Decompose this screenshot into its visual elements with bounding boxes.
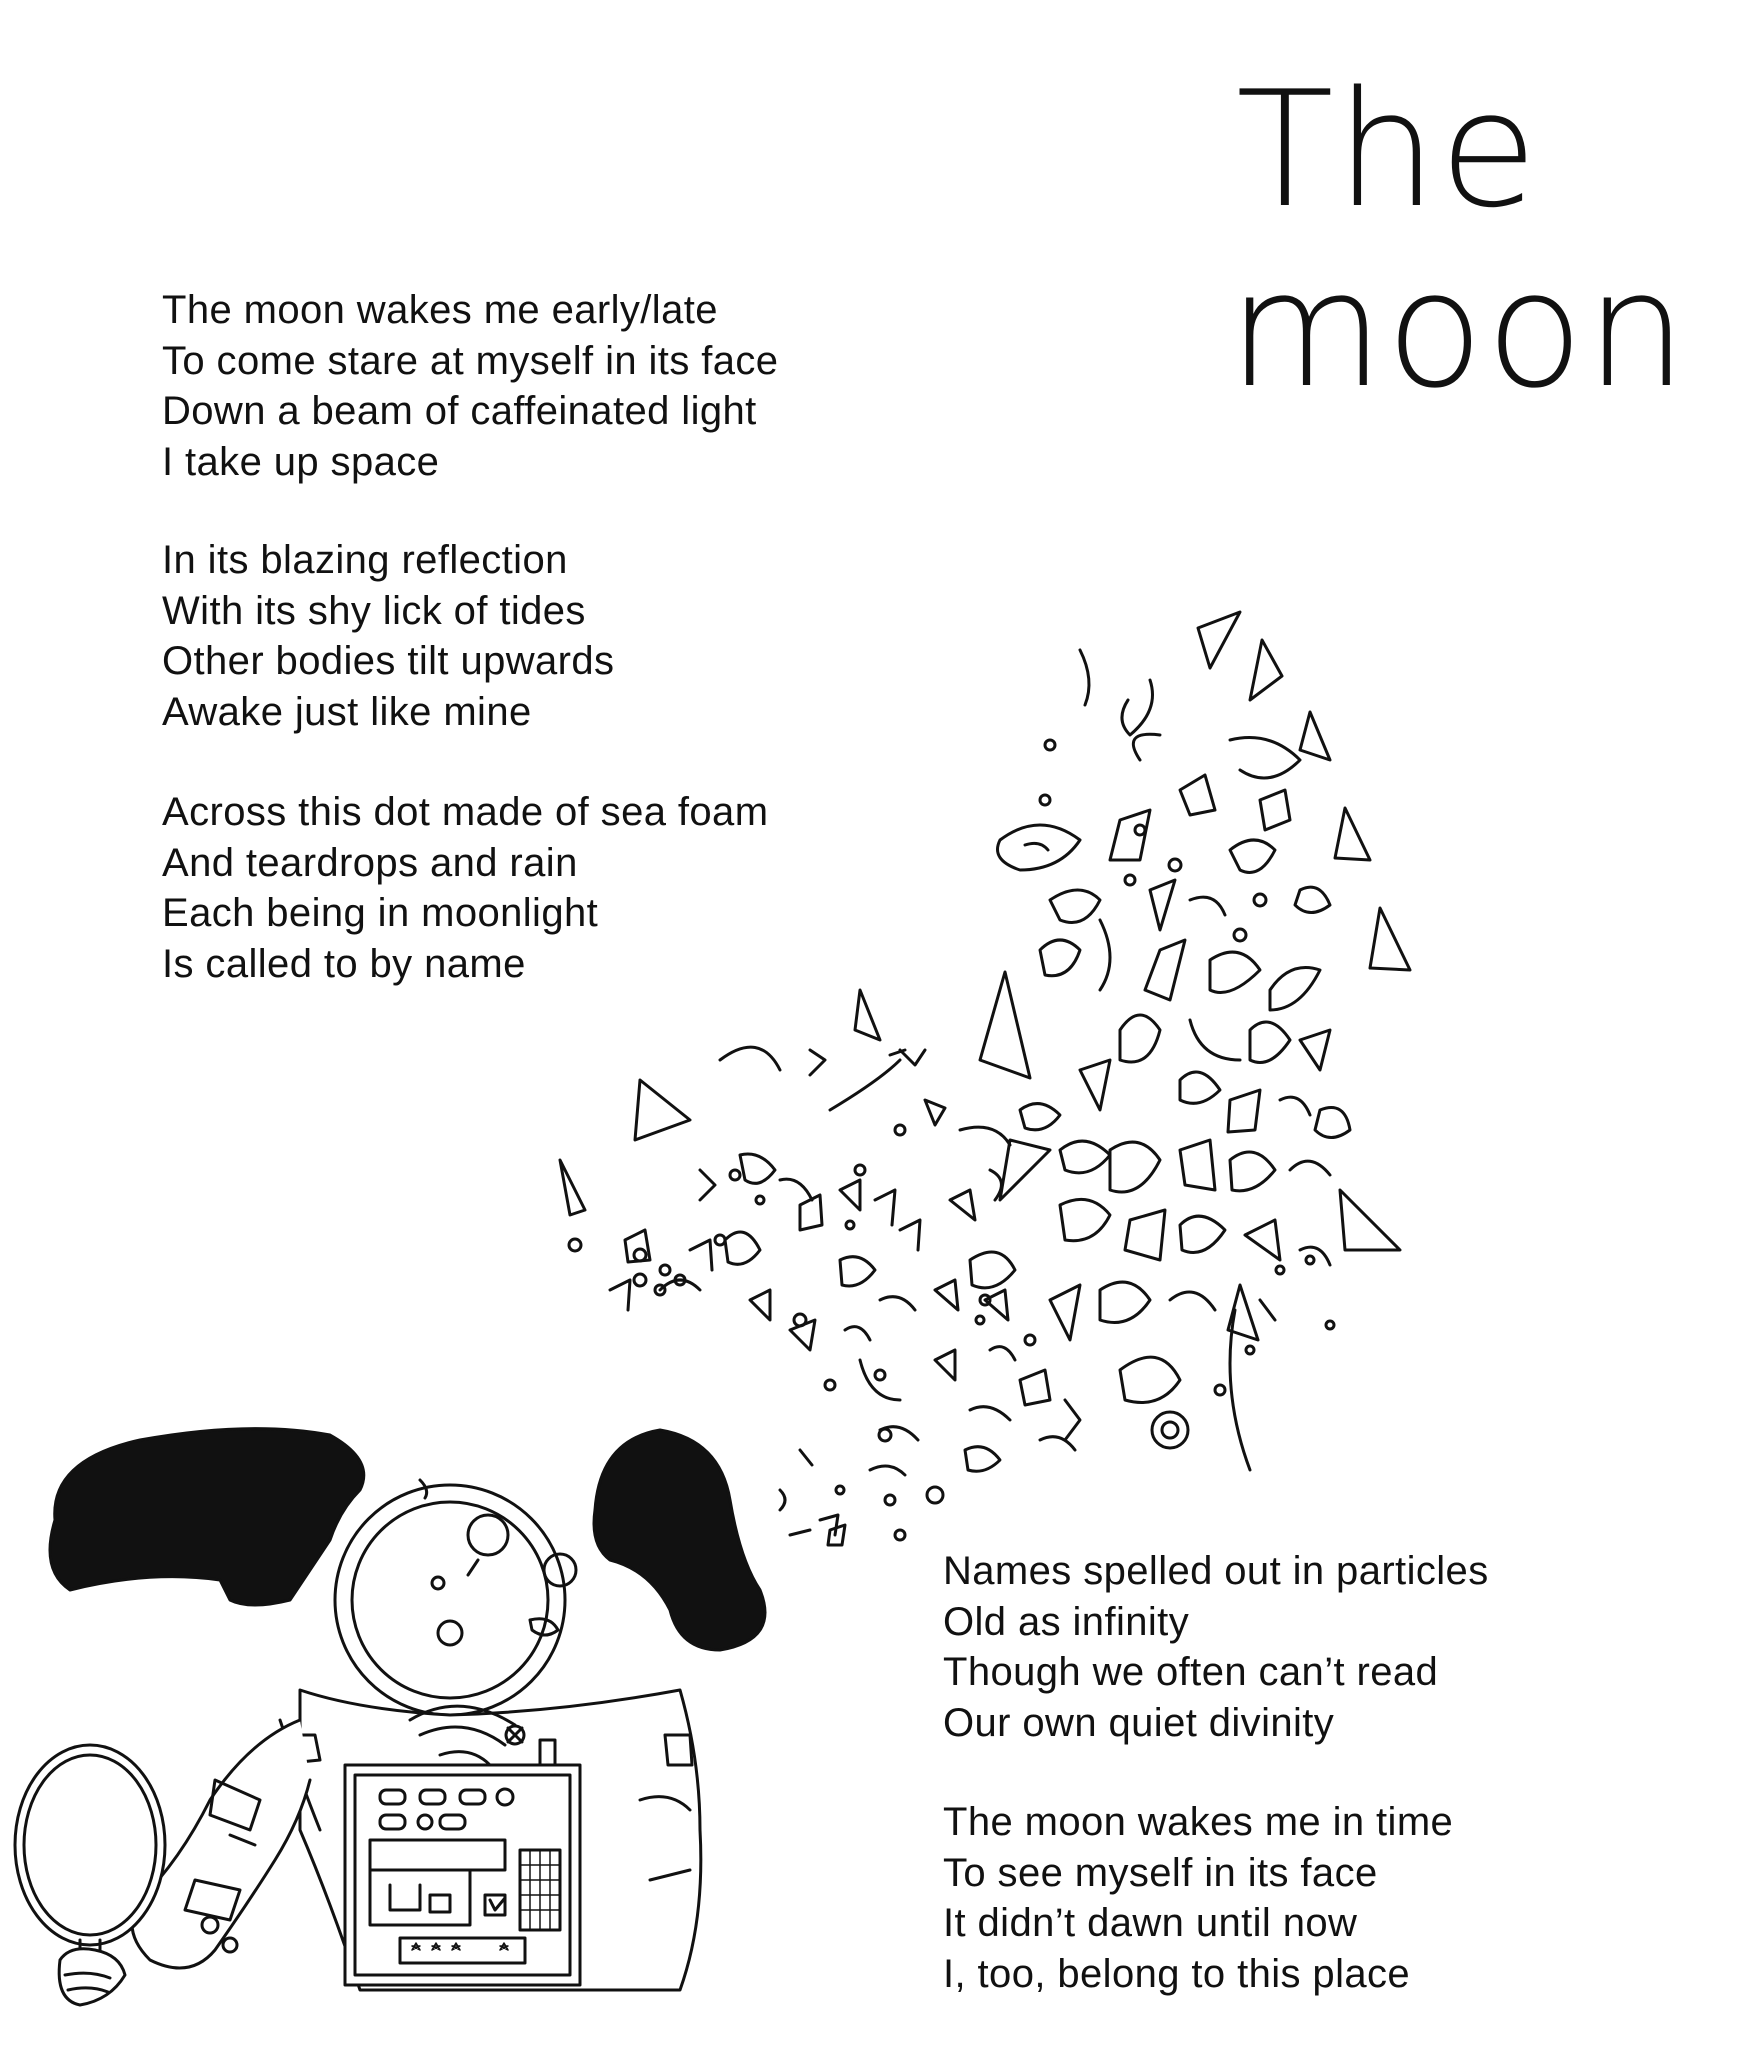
poem-line: Old as infinity [943,1599,1190,1644]
stanza-2 [162,535,614,737]
page-title [1228,56,1690,423]
poem-line: To see myself in its face [943,1850,1378,1895]
poem-line: I, too, belong to this place [943,1951,1411,1996]
poem-line: In its blazing reflection [162,538,568,582]
poem-line: Across this dot made of sea foam [162,790,769,834]
poem-line: Though we often can’t read [943,1650,1439,1694]
stanza-4 [943,1546,1489,1748]
title-line-2: moon [1228,236,1690,423]
poem-line: The moon wakes me in time [943,1800,1454,1844]
stanza-5 [943,1797,1453,1999]
poem-line: Is called to by name [162,941,526,986]
particle-heart-cloud [560,612,1410,1545]
stanza-1 [162,285,778,487]
stanza-3 [162,787,768,989]
poem-line: With its shy lick of tides [162,588,586,633]
poem-line: To come stare at myself in its face [162,338,779,383]
poem-line: Down a beam of caffeinated light [162,389,757,433]
poem-line: The moon wakes me early/late [162,288,718,332]
poem-line: Our own quiet divinity [943,1700,1335,1745]
poem-line: Other bodies tilt upwards [162,639,615,683]
poem-line: It didn’t dawn until now [943,1901,1358,1945]
astronaut [15,1429,765,2005]
poem-line: Each being in moonlight [162,891,599,935]
poem-line: I take up space [162,439,440,484]
poem-line: Awake just like mine [162,689,532,734]
poem-line: Names spelled out in particles [943,1549,1489,1593]
poem-line: And teardrops and rain [162,840,578,885]
title-line-1: The [1236,56,1540,243]
